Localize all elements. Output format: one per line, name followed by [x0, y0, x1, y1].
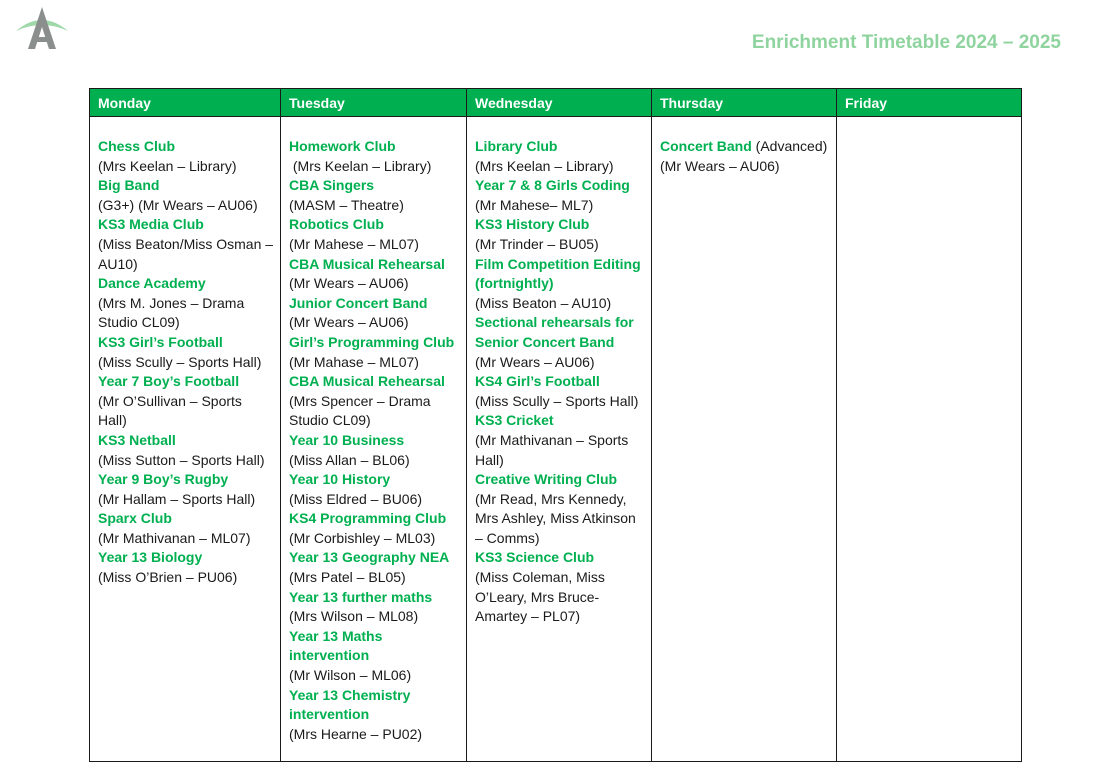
club-entry: [98, 274, 274, 333]
club-name: KS3 Girl’s Football: [98, 333, 223, 350]
club-name-line: [98, 215, 274, 235]
club-details: (Miss Scully – Sports Hall): [98, 353, 262, 370]
club-details: (Mr Mathivanan – ML07): [98, 529, 251, 546]
club-details: (Mrs Keelan – Library): [289, 157, 432, 174]
club-name: Homework Club: [289, 138, 396, 154]
club-name-line: [289, 548, 460, 568]
club-details: (Mrs Spencer – Drama Studio CL09): [289, 392, 435, 429]
club-name: KS4 Girl’s Football: [475, 373, 600, 390]
club-name-line: [475, 548, 645, 568]
club-name: Sectional rehearsals for Senior Concert Band: [475, 314, 634, 350]
club-details: (G3+) (Mr Wears – AU06): [98, 196, 258, 213]
club-details: (Mr O’Sullivan – Sports Hall): [98, 392, 246, 429]
club-name-line: [289, 176, 460, 196]
club-details: (Mr Mahese – ML07): [289, 235, 419, 252]
club-name: CBA Singers: [289, 177, 375, 194]
club-name-line: [98, 372, 274, 392]
club-entry: [289, 137, 460, 176]
club-name-line: [289, 215, 460, 235]
club-name: Year 10 History: [289, 471, 391, 488]
page-title: Enrichment Timetable 2024 – 2025: [751, 32, 1061, 53]
day-header-wednesday: Wednesday: [467, 89, 652, 117]
club-name: Library Club: [475, 138, 558, 154]
club-entry: [475, 470, 645, 548]
club-details: (Mr Corbishley – ML03): [289, 529, 436, 546]
club-details: (Mrs Hearne – PU02): [289, 725, 423, 742]
club-entry: [289, 470, 460, 509]
club-name: Film Competition Editing (fortnightly): [475, 255, 641, 292]
club-details: (Miss Scully – Sports Hall): [475, 392, 639, 409]
club-name-line: [98, 176, 274, 196]
school-logo: [14, 5, 70, 50]
day-header-tuesday: Tuesday: [281, 89, 467, 117]
club-entry: [475, 548, 645, 626]
club-details: (Mrs Patel – BL05): [289, 569, 406, 586]
day-column-wednesday: [467, 117, 652, 762]
day-header-thursday: Thursday: [652, 89, 837, 117]
club-details: (Mr Mahese– ML7): [475, 196, 594, 213]
club-entry: [289, 294, 460, 333]
club-details: (Mr Read, Mrs Kennedy, Mrs Ashley, Miss Atkinson – Comms): [475, 490, 640, 546]
club-details: (Mrs Keelan – Library): [475, 157, 614, 174]
club-level: (Advanced): [751, 138, 828, 154]
club-details: (Miss Eldred – BU06): [289, 490, 423, 507]
day-header-monday: Monday: [90, 89, 281, 117]
club-entry: [289, 372, 460, 431]
club-name-line: [98, 137, 274, 157]
club-entry: [475, 411, 645, 470]
club-name-line: [289, 333, 460, 353]
club-name: Dance Academy: [98, 275, 206, 292]
club-name-line: [475, 470, 645, 490]
club-name-line: [660, 137, 830, 157]
club-name: Year 9 Boy’s Rugby: [98, 471, 229, 488]
club-name: Junior Concert Band: [289, 294, 428, 311]
club-details: (Mr Hallam – Sports Hall): [98, 490, 256, 507]
club-details: (Mr Wears – AU06): [289, 314, 409, 331]
club-name-line: [289, 255, 460, 275]
club-name: Year 13 Biology: [98, 549, 203, 566]
club-name: Year 13 further maths: [289, 588, 433, 605]
club-entry: [98, 470, 274, 509]
club-name-line: [289, 431, 460, 451]
club-name-line: [475, 176, 645, 196]
club-details: (Mr Wears – AU06): [660, 157, 780, 174]
club-details: (Miss Sutton – Sports Hall): [98, 451, 265, 468]
club-details: (Miss Coleman, Miss O’Leary, Mrs Bruce-Amartey – PL07): [475, 569, 609, 625]
club-details: (Mrs Wilson – ML08): [289, 608, 419, 625]
club-details: (Miss Beaton – AU10): [475, 294, 612, 311]
club-name: KS3 Science Club: [475, 549, 595, 566]
club-details: (Mr Trinder – BU05): [475, 235, 599, 252]
club-entry: [475, 313, 645, 372]
club-name-line: [289, 294, 460, 314]
club-name: Big Band: [98, 177, 160, 194]
club-entry: [289, 255, 460, 294]
club-name-line: [98, 431, 274, 451]
club-name-line: [289, 372, 460, 392]
club-details: (Mrs M. Jones – Drama Studio CL09): [98, 294, 249, 331]
club-name: KS3 Cricket: [475, 412, 554, 429]
club-name: Girl’s Programming Club: [289, 333, 455, 350]
club-details: (Mr Mahase – ML07): [289, 353, 419, 370]
club-name-line: [289, 509, 460, 529]
club-entry: [289, 333, 460, 372]
club-details: (Miss O’Brien – PU06): [98, 569, 238, 586]
club-name: KS3 History Club: [475, 216, 590, 233]
club-name: Robotics Club: [289, 216, 384, 233]
club-details: (Mr Wears – AU06): [475, 353, 595, 370]
club-name: Year 13 Geography NEA: [289, 549, 450, 566]
club-details: (Mr Wears – AU06): [289, 275, 409, 292]
club-entry: [289, 215, 460, 254]
club-name: Year 13 Chemistry intervention: [289, 686, 411, 723]
club-name-line: [289, 470, 460, 490]
day-column-friday: [837, 117, 1022, 762]
club-entry: [98, 509, 274, 548]
club-entry: [98, 215, 277, 274]
day-column-thursday: [652, 117, 837, 762]
club-entry: [98, 372, 274, 431]
club-details: (MASM – Theatre): [289, 196, 404, 213]
club-entry: [289, 431, 460, 470]
club-entry: [475, 176, 645, 215]
club-entry: [98, 431, 274, 470]
club-name: Year 13 Maths intervention: [289, 627, 383, 664]
day-header-friday: Friday: [837, 89, 1022, 117]
club-entry: [660, 137, 830, 176]
club-details: (Mrs Keelan – Library): [98, 157, 237, 174]
club-name-line: [289, 588, 460, 608]
club-entry: [289, 588, 460, 627]
club-name: KS4 Programming Club: [289, 510, 447, 527]
club-name-line: [475, 137, 645, 157]
club-name-line: [289, 686, 460, 725]
club-name: Concert Band: [660, 138, 752, 154]
club-name: Chess Club: [98, 138, 176, 154]
club-name: KS3 Netball: [98, 431, 176, 448]
club-name-line: [289, 137, 460, 157]
club-name-line: [98, 509, 274, 529]
timetable-header-row: [90, 89, 1022, 117]
club-name: KS3 Media Club: [98, 216, 204, 233]
club-entry: [289, 176, 460, 215]
club-name-line: [98, 548, 274, 568]
club-entry: [98, 333, 274, 372]
club-entry: [289, 627, 460, 686]
club-entry: [98, 176, 274, 215]
club-name-line: [475, 255, 645, 294]
club-name: Year 7 & 8 Girls Coding: [475, 177, 630, 194]
club-entry: [475, 137, 645, 176]
club-name-line: [475, 372, 645, 392]
club-name: Year 10 Business: [289, 431, 405, 448]
day-column-monday: [90, 117, 281, 762]
club-name: CBA Musical Rehearsal: [289, 255, 445, 272]
club-details: (Miss Allan – BL06): [289, 451, 410, 468]
club-entry: [98, 548, 274, 587]
timetable-body-row: [90, 117, 1022, 762]
club-entry: [475, 372, 645, 411]
club-name: Creative Writing Club: [475, 471, 618, 488]
club-details: (Mr Mathivanan – Sports Hall): [475, 431, 633, 468]
club-details: (Miss Beaton/Miss Osman – AU10): [98, 235, 277, 272]
club-entry: [289, 509, 460, 548]
club-name: Sparx Club: [98, 510, 172, 527]
club-name-line: [475, 411, 645, 431]
club-entry: [289, 548, 460, 587]
club-entry: [98, 137, 274, 176]
club-name-line: [289, 627, 460, 666]
club-name: CBA Musical Rehearsal: [289, 373, 445, 390]
club-entry: [289, 686, 460, 745]
club-name-line: [98, 333, 274, 353]
club-name: Year 7 Boy’s Football: [98, 373, 240, 390]
club-name-line: [475, 215, 645, 235]
club-name-line: [475, 313, 645, 352]
club-name-line: [98, 274, 274, 294]
club-details: (Mr Wilson – ML06): [289, 667, 412, 684]
timetable: [89, 88, 1022, 762]
club-entry: [475, 215, 645, 254]
club-name-line: [98, 470, 274, 490]
day-column-tuesday: [281, 117, 467, 762]
club-entry: [475, 255, 645, 314]
